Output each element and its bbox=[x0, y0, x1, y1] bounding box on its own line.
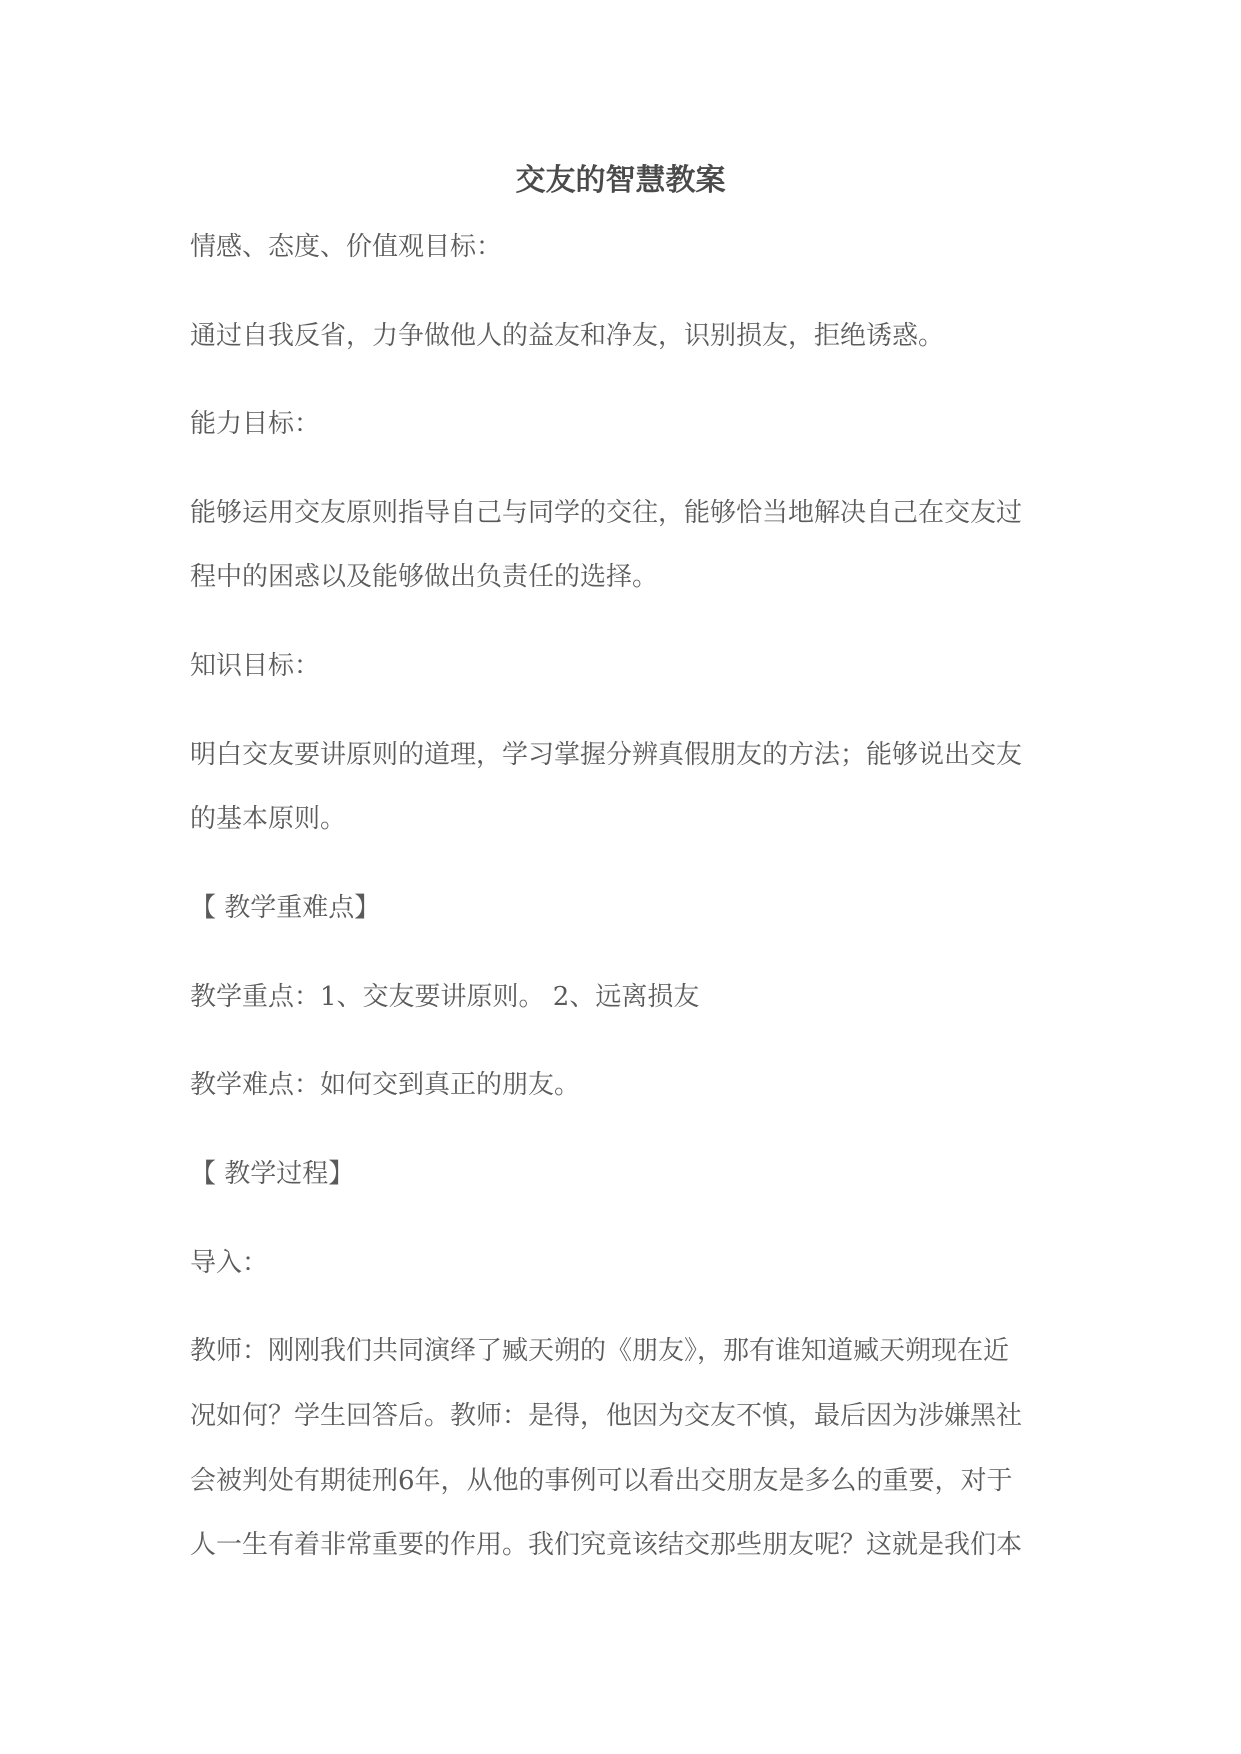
paragraph-ability-goals-line-1: 能够运用交友原则指导自己与同学的交往，能够恰当地解决自己在交友过 bbox=[190, 498, 1023, 528]
paragraph-key-points: 教学重点：1、交友要讲原则。 2、远离损友 bbox=[190, 982, 700, 1012]
paragraph-ability-goals-line-2: 程中的困惑以及能够做出负责任的选择。 bbox=[190, 562, 659, 592]
section-heading-introduction: 导入： bbox=[190, 1248, 269, 1278]
paragraph-introduction-line-2: 况如何？学生回答后。教师：是得，他因为交友不慎，最后因为涉嫌黑社 bbox=[190, 1401, 1023, 1431]
section-heading-knowledge-goals: 知识目标： bbox=[190, 651, 321, 681]
section-heading-emotion-goals: 情感、态度、价值观目标： bbox=[190, 232, 503, 262]
paragraph-emotion-goals: 通过自我反省，力争做他人的益友和净友，识别损友，拒绝诱惑。 bbox=[190, 321, 945, 351]
section-heading-key-difficult-points: 【 教学重难点】 bbox=[190, 893, 381, 923]
section-heading-ability-goals: 能力目标： bbox=[190, 409, 321, 439]
paragraph-introduction-line-3: 会被判处有期徒刑6年，从他的事例可以看出交朋友是多么的重要，对于 bbox=[190, 1466, 1013, 1496]
section-heading-teaching-process: 【 教学过程】 bbox=[190, 1159, 355, 1189]
paragraph-difficult-points: 教学难点：如何交到真正的朋友。 bbox=[190, 1070, 581, 1100]
paragraph-introduction-line-1: 教师：刚刚我们共同演绎了臧天朔的《朋友》，那有谁知道臧天朔现在近 bbox=[190, 1336, 1010, 1366]
paragraph-introduction-line-4: 人一生有着非常重要的作用。我们究竟该结交那些朋友呢？这就是我们本 bbox=[190, 1530, 1023, 1560]
paragraph-knowledge-goals-line-2: 的基本原则。 bbox=[190, 804, 347, 834]
document-title: 交友的智慧教案 bbox=[515, 163, 726, 198]
paragraph-knowledge-goals-line-1: 明白交友要讲原则的道理，学习掌握分辨真假朋友的方法；能够说出交友 bbox=[190, 740, 1023, 770]
